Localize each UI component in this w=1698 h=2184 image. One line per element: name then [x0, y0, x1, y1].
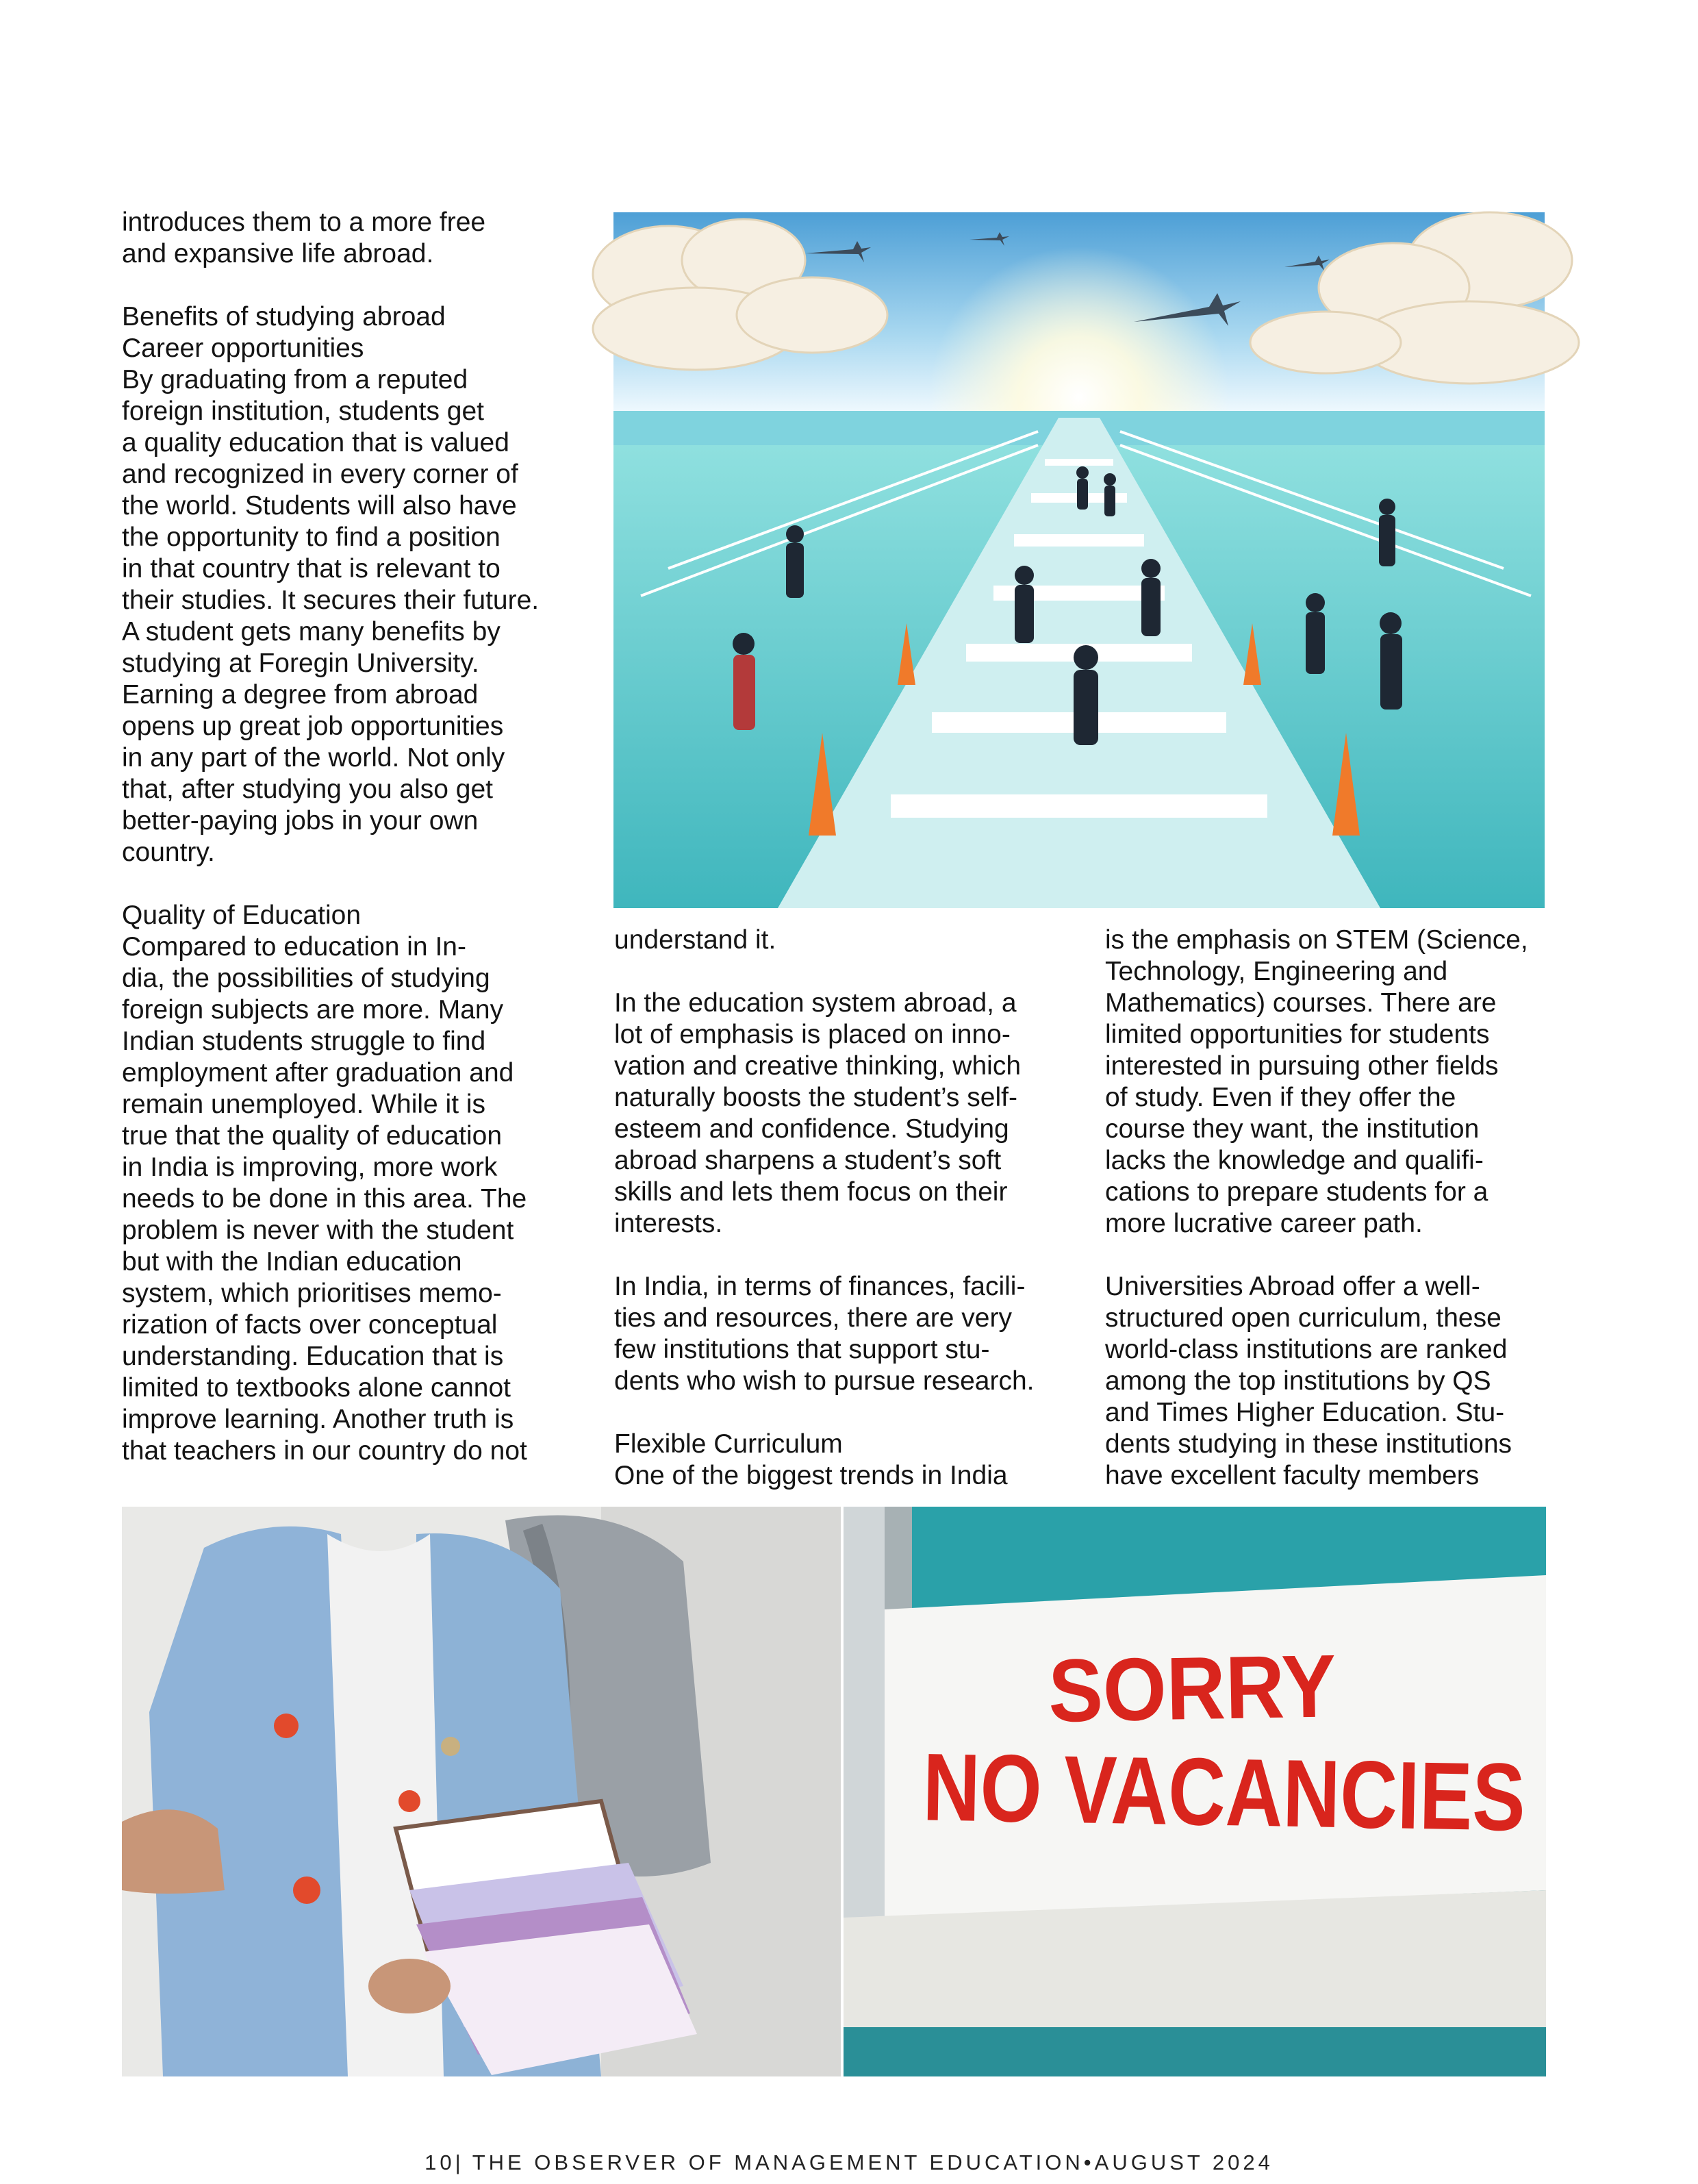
text-line: dents who wish to pursue research.: [614, 1366, 1035, 1396]
left-paragraph-3: [122, 900, 574, 1467]
sign-line-1: SORRY: [1047, 1635, 1363, 1741]
page-number: 10: [424, 2150, 455, 2174]
text-line: the world. Students will also have: [122, 491, 517, 520]
text-line: naturally boosts the student’s self-: [614, 1083, 1017, 1112]
text-line: in that country that is relevant to: [122, 554, 500, 583]
text-line: Compared to education in In-: [122, 932, 466, 962]
text-line: few institutions that support stu-: [614, 1335, 990, 1364]
text-line: a quality education that is valued: [122, 428, 509, 457]
text-line: abroad sharpens a student’s soft: [614, 1146, 1002, 1175]
text-line: A student gets many benefits by: [122, 617, 500, 647]
page-footer: [0, 2150, 1698, 2175]
text-line: understand it.: [614, 925, 776, 955]
right-paragraph-1: [1105, 925, 1557, 1240]
left-paragraph-2: [122, 301, 574, 868]
student-photo-svg: [122, 1507, 841, 2076]
text-line: vation and creative thinking, which: [614, 1051, 1022, 1081]
right-column: [1105, 925, 1557, 1492]
text-line: true that the quality of education: [122, 1121, 503, 1151]
text-line: Mathematics) courses. There are: [1105, 988, 1497, 1018]
text-line: remain unemployed. While it is: [122, 1090, 486, 1119]
text-line: dents studying in these institutions: [1105, 1429, 1512, 1459]
text-line: One of the biggest trends in India: [614, 1461, 1008, 1490]
text-line: country.: [122, 838, 215, 867]
text-line: In the education system abroad, a: [614, 988, 1017, 1018]
sign-line-2: NO VACANCIES: [922, 1733, 1652, 1853]
left-paragraph-1: [122, 207, 574, 270]
text-line: that teachers in our country do not: [122, 1436, 527, 1466]
middle-column: [614, 925, 1080, 1492]
text-line: foreign institution, students get: [122, 397, 484, 426]
text-line: Indian students struggle to find: [122, 1027, 486, 1056]
photo-no-vacancies-sign: [844, 1507, 1652, 2076]
illustration-airport-runway: [613, 212, 1545, 908]
footer-bullet: •: [1083, 2150, 1095, 2174]
text-line: their studies. It secures their future.: [122, 586, 540, 615]
middle-paragraph-3: [614, 1271, 1080, 1397]
subsection-heading: Career opportunities: [122, 334, 364, 363]
runway-illustration-svg: [613, 212, 1545, 908]
text-line: better-paying jobs in your own: [122, 806, 479, 836]
text-line: is the emphasis on STEM (Science,: [1105, 925, 1528, 955]
right-paragraph-2: [1105, 1271, 1557, 1492]
text-line: that, after studying you also get: [122, 775, 494, 804]
text-line: course they want, the institution: [1105, 1114, 1480, 1144]
text-line: rization of facts over conceptual: [122, 1310, 498, 1340]
text-line: in any part of the world. Not only: [122, 743, 505, 773]
publication-name: THE OBSERVER OF MANAGEMENT EDUCATION: [472, 2150, 1084, 2174]
text-line: among the top institutions by QS: [1105, 1366, 1491, 1396]
left-column: [122, 207, 574, 1467]
text-line: the opportunity to find a position: [122, 523, 500, 552]
text-line: esteem and confidence. Studying: [614, 1114, 1009, 1144]
text-line: problem is never with the student: [122, 1216, 514, 1245]
text-line: Technology, Engineering and: [1105, 957, 1448, 986]
text-line: world-class institutions are ranked: [1105, 1335, 1508, 1364]
text-line: foreign subjects are more. Many: [122, 995, 504, 1025]
section-heading: Benefits of studying abroad: [122, 302, 446, 331]
middle-paragraph-4: [614, 1429, 1080, 1492]
text-line: ties and resources, there are very: [614, 1303, 1012, 1333]
text-line: have excellent faculty members: [1105, 1461, 1480, 1490]
text-line: understanding. Education that is: [122, 1342, 504, 1371]
text-line: limited opportunities for students: [1105, 1020, 1490, 1049]
text-line: introduces them to a more free: [122, 208, 486, 237]
text-line: dia, the possibilities of studying: [122, 964, 490, 993]
middle-paragraph-1: [614, 925, 1080, 956]
text-line: Universities Abroad offer a well-: [1105, 1272, 1480, 1301]
text-line: employment after graduation and: [122, 1058, 514, 1088]
text-line: By graduating from a reputed: [122, 365, 468, 394]
footer-divider: |: [455, 2150, 464, 2174]
text-line: and recognized in every corner of: [122, 460, 518, 489]
text-line: and Times Higher Education. Stu-: [1105, 1398, 1505, 1427]
text-line: lot of emphasis is placed on inno-: [614, 1020, 1011, 1049]
text-line: more lucrative career path.: [1105, 1209, 1423, 1238]
text-line: skills and lets them focus on their: [614, 1177, 1008, 1207]
text-line: but with the Indian education: [122, 1247, 462, 1277]
text-line: interests.: [614, 1209, 723, 1238]
text-line: system, which prioritises memo-: [122, 1279, 502, 1308]
text-line: and expansive life abroad.: [122, 239, 434, 268]
text-line: opens up great job opportunities: [122, 712, 504, 741]
text-line: improve learning. Another truth is: [122, 1405, 514, 1434]
text-line: Earning a degree from abroad: [122, 680, 479, 710]
text-line: studying at Foregin University.: [122, 649, 479, 678]
subsection-heading: Quality of Education: [122, 901, 362, 930]
sign-photo-svg: [844, 1507, 1652, 2076]
photo-student-with-books: [122, 1507, 841, 2076]
text-line: interested in pursuing other fields: [1105, 1051, 1499, 1081]
text-line: In India, in terms of finances, facili-: [614, 1272, 1026, 1301]
text-line: limited to textbooks alone cannot: [122, 1373, 511, 1403]
text-line: in India is improving, more work: [122, 1153, 498, 1182]
middle-paragraph-2: [614, 988, 1080, 1240]
text-line: cations to prepare students for a: [1105, 1177, 1488, 1207]
text-line: lacks the knowledge and qualifi-: [1105, 1146, 1484, 1175]
text-line: needs to be done in this area. The: [122, 1184, 527, 1214]
text-line: of study. Even if they offer the: [1105, 1083, 1456, 1112]
subsection-heading: Flexible Curriculum: [614, 1429, 843, 1459]
issue-date: AUGUST 2024: [1094, 2150, 1274, 2174]
text-line: structured open curriculum, these: [1105, 1303, 1501, 1333]
